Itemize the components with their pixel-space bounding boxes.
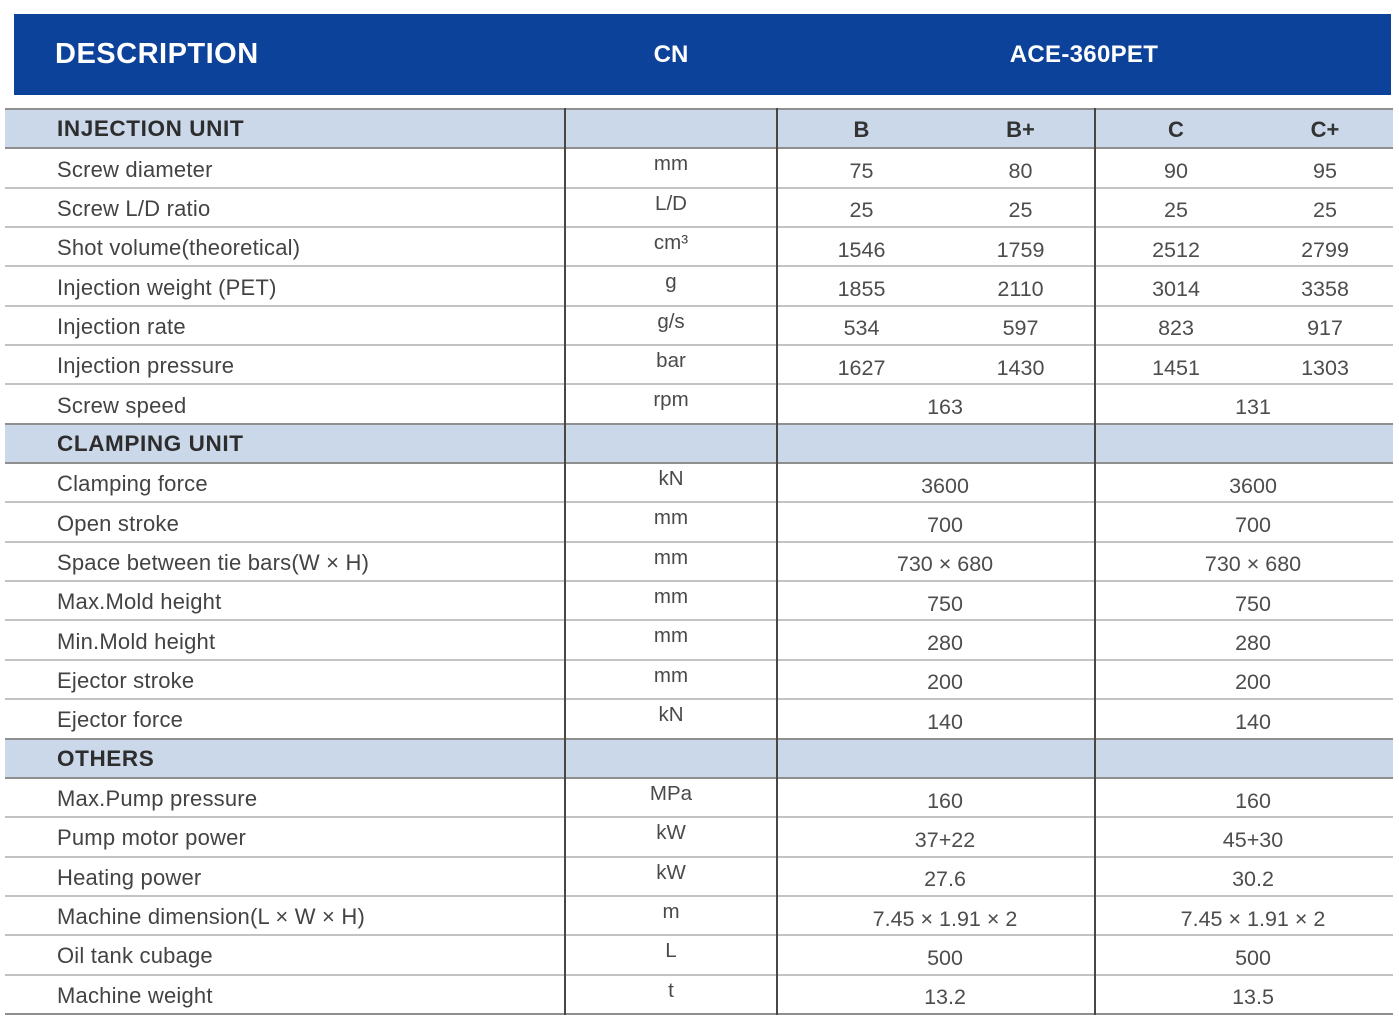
table-row <box>5 856 1393 895</box>
value-cell-c-group: 500 <box>1235 945 1271 970</box>
table-row <box>5 934 1393 973</box>
unit-cell: kN <box>658 467 684 491</box>
value-cell-c-group: 140 <box>1235 709 1271 734</box>
value-cell-b-group: 750 <box>927 591 963 616</box>
value-cell-b-group: 27.6 <box>924 867 966 892</box>
value-cell-b+: 1759 <box>996 237 1045 262</box>
value-cell-c: 823 <box>1158 316 1194 341</box>
value-cell-c: 90 <box>1164 159 1188 184</box>
value-cell-c-group: 750 <box>1235 591 1271 616</box>
row-label: Space between tie bars(W × H) <box>57 549 370 575</box>
table-row <box>5 147 1393 186</box>
value-cell-b-group: 140 <box>927 709 963 734</box>
value-cell-c+: 3358 <box>1301 277 1349 302</box>
row-label: Pump motor power <box>57 825 247 851</box>
value-cell-b-group: 163 <box>927 395 963 420</box>
empty-cell <box>1095 425 1393 462</box>
row-label: Ejector stroke <box>57 667 195 693</box>
value-cell-b-group: 700 <box>927 513 963 538</box>
section-title: INJECTION UNIT <box>57 116 245 142</box>
value-cell-b-group: 37+22 <box>914 827 976 852</box>
unit-cell: kW <box>656 860 686 884</box>
value-cell-c-group: 7.45 × 1.91 × 2 <box>1180 906 1326 931</box>
table-row <box>5 462 1393 501</box>
table-row <box>5 816 1393 855</box>
table-row <box>5 265 1393 304</box>
table-row <box>5 541 1393 580</box>
value-cell-b+: 597 <box>1002 316 1039 341</box>
unit-cell-empty <box>565 425 777 462</box>
value-cell-c: 1451 <box>1152 355 1200 380</box>
value-cell-c+: 25 <box>1313 198 1337 223</box>
header-description: DESCRIPTION <box>55 38 259 70</box>
value-cell-c-group: 730 × 680 <box>1204 552 1302 577</box>
column-divider <box>564 108 566 1015</box>
value-cell-c-group: 3600 <box>1229 473 1277 498</box>
value-cell-b-group: 280 <box>927 631 963 656</box>
section-title: CLAMPING UNIT <box>57 430 244 456</box>
value-cell-b: 25 <box>849 198 874 223</box>
value-cell-c+: 2799 <box>1301 237 1349 262</box>
table-row <box>5 698 1393 737</box>
value-cell-b+: 80 <box>1008 159 1033 184</box>
table-row <box>5 895 1393 934</box>
value-cell-c-group: 200 <box>1235 670 1271 695</box>
value-cell-b-group: 200 <box>927 670 963 695</box>
unit-cell: L/D <box>655 191 687 215</box>
value-cell-c-group: 131 <box>1235 395 1271 420</box>
value-cell-c+: 917 <box>1307 316 1343 341</box>
value-cell-b+: 2110 <box>997 277 1044 302</box>
column-header-b: B <box>853 116 870 142</box>
value-cell-b: 1855 <box>837 277 886 302</box>
table-row <box>5 305 1393 344</box>
unit-cell: t <box>668 978 674 1002</box>
row-label: Screw diameter <box>57 156 213 182</box>
row-label: Open stroke <box>57 510 180 536</box>
row-label: Max.Mold height <box>57 589 222 615</box>
section-header-row <box>5 423 1393 462</box>
table-row <box>5 187 1393 226</box>
row-label: Oil tank cubage <box>57 943 213 969</box>
empty-cell <box>777 425 1095 462</box>
unit-cell: MPa <box>649 781 693 805</box>
empty-cell <box>1095 740 1393 777</box>
header-unit-column-title: CN <box>653 40 689 68</box>
row-label: Screw L/D ratio <box>57 195 211 221</box>
section-header-row <box>5 108 1393 147</box>
column-header-c: C <box>1168 116 1184 142</box>
value-cell-b-group: 7.45 × 1.91 × 2 <box>872 906 1018 931</box>
unit-cell: L <box>665 939 677 963</box>
value-cell-b+: 25 <box>1008 198 1033 223</box>
row-label: Min.Mold height <box>57 628 216 654</box>
value-cell-b-group: 500 <box>927 945 963 970</box>
value-cell-c-group: 280 <box>1235 631 1271 656</box>
value-cell-c+: 95 <box>1313 159 1337 184</box>
row-label: Injection pressure <box>57 353 235 379</box>
table-row <box>5 974 1393 1013</box>
empty-cell <box>777 740 1095 777</box>
unit-cell-empty <box>565 110 777 147</box>
value-cell-c-group: 13.5 <box>1232 985 1274 1010</box>
value-cell-b: 1546 <box>837 237 886 262</box>
value-cell-c-group: 30.2 <box>1232 867 1274 892</box>
value-cell-b: 1627 <box>837 355 886 380</box>
value-cell-c-group: 45+30 <box>1222 827 1284 852</box>
unit-cell: kN <box>658 703 684 727</box>
row-label: Heating power <box>57 864 202 890</box>
value-cell-c: 2512 <box>1152 237 1200 262</box>
row-label: Max.Pump pressure <box>57 786 258 812</box>
unit-cell-empty <box>565 740 777 777</box>
value-cell-b+: 1430 <box>996 355 1045 380</box>
value-cell-b-group: 160 <box>927 788 963 813</box>
value-cell-b: 75 <box>849 159 874 184</box>
table-row <box>5 344 1393 383</box>
unit-cell: mm <box>653 585 689 609</box>
value-cell-b-group: 730 × 680 <box>896 552 994 577</box>
section-title: OTHERS <box>57 745 155 771</box>
row-label: Injection rate <box>57 313 186 339</box>
value-cell-b-group: 3600 <box>921 473 969 498</box>
value-cell-b: 534 <box>843 316 880 341</box>
table-row <box>5 580 1393 619</box>
row-label: Ejector force <box>57 707 184 733</box>
column-divider <box>1094 108 1096 1015</box>
table-header-band <box>14 14 1391 95</box>
column-header-c+: C+ <box>1310 116 1340 142</box>
header-model-name: ACE-360PET <box>1009 40 1159 68</box>
value-cell-c: 3014 <box>1152 277 1200 302</box>
unit-cell: rpm <box>653 388 689 412</box>
row-label: Machine dimension(L × W × H) <box>57 904 366 930</box>
value-cell-c+: 1303 <box>1301 355 1349 380</box>
table-row <box>5 777 1393 816</box>
unit-cell: bar <box>656 349 686 373</box>
table-row <box>5 619 1393 658</box>
unit-cell: mm <box>653 152 689 176</box>
row-label: Shot volume(theoretical) <box>57 235 301 261</box>
value-cell-c-group: 700 <box>1235 513 1271 538</box>
unit-cell: mm <box>653 545 689 569</box>
row-label: Clamping force <box>57 471 208 497</box>
section-header-row <box>5 738 1393 777</box>
table-row <box>5 226 1393 265</box>
value-cell-c: 25 <box>1164 198 1188 223</box>
unit-cell: g/s <box>657 309 685 333</box>
value-cell-c-group: 160 <box>1235 788 1271 813</box>
row-label: Machine weight <box>57 982 213 1008</box>
unit-cell: mm <box>653 663 689 687</box>
unit-cell: kW <box>656 821 686 845</box>
table-row <box>5 501 1393 540</box>
column-divider <box>776 108 778 1015</box>
unit-cell: cm³ <box>653 231 689 255</box>
spec-table <box>5 108 1393 1015</box>
unit-cell: mm <box>653 506 689 530</box>
unit-cell: g <box>665 270 677 294</box>
row-label: Screw speed <box>57 392 187 418</box>
table-row <box>5 659 1393 698</box>
unit-cell: mm <box>653 624 689 648</box>
unit-cell: m <box>662 899 680 923</box>
table-row <box>5 383 1393 422</box>
value-cell-b-group: 13.2 <box>924 985 966 1010</box>
row-label: Injection weight (PET) <box>57 274 277 300</box>
column-header-b+: B+ <box>1006 116 1035 142</box>
